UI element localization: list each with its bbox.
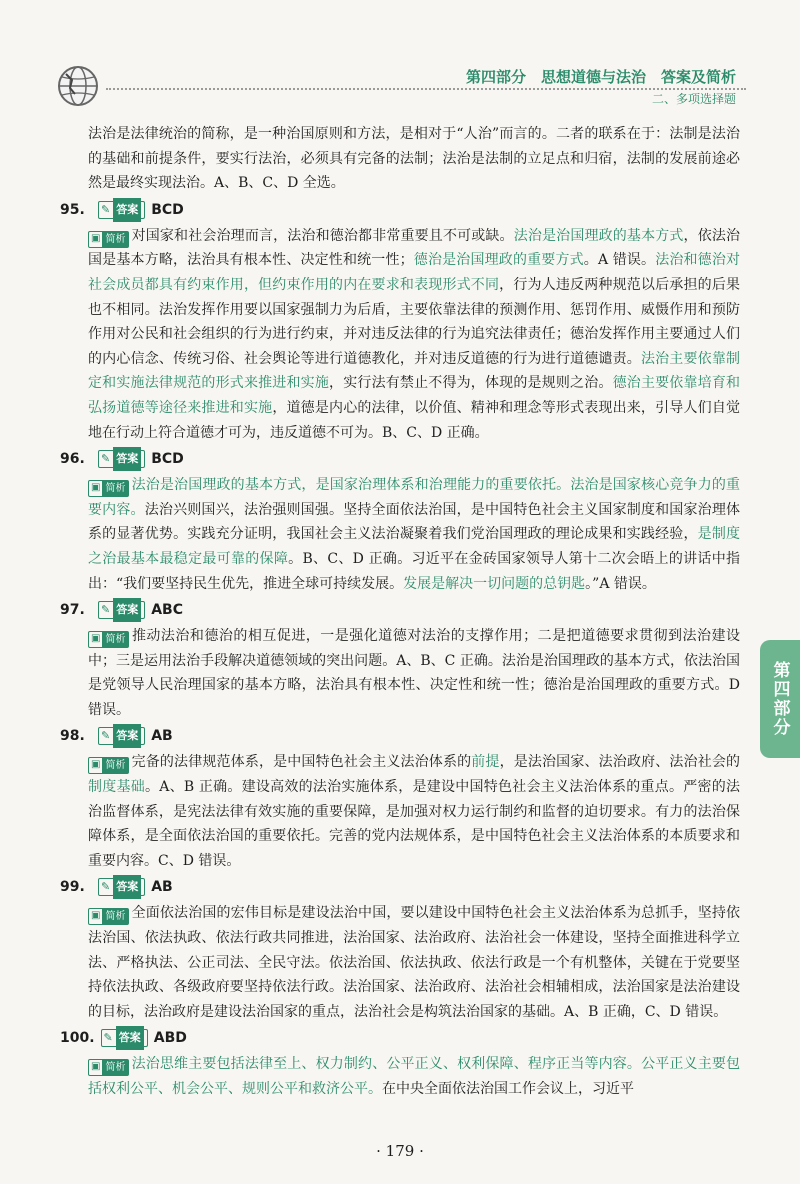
explain-icon: ▣ <box>91 759 101 771</box>
pencil-icon: ✎ <box>101 452 111 466</box>
body-text: 全面依法治国的宏伟目标是建设法治中国，要以建设中国特色社会主义法治体系为总抓手，坚持依法治国、依法执政、依法行政共同推进，法治国家、法治政府、法治社会一体建设，坚持全面推进科学立法、严格执法、公正司法、全民守法。依法治国、依法执政、依法行政是一个有机整体，关键在于党要坚持依法执政、各级政府要坚持依法行政。法治国家、法治政府、法治社会相辅相成，法治国家是法治建设的目标，法治政府是建设法治国家的重点，法治社会是构筑法治国家的基础。A、B 正确，C、D 错误。 <box>88 905 740 1020</box>
answer-badge: ✎ 答案 <box>98 878 145 896</box>
pencil-icon: ✎ <box>101 603 111 617</box>
pencil-icon: ✎ <box>101 729 111 743</box>
explanation-paragraph <box>88 901 740 1024</box>
body-text: 推动法治和德治的相互促进，一是强化道德对法治的支撑作用；二是把道德要求贯彻到法治建设中；三是运用法治手段解决道德领域的突出问题。A、B、C 正确。法治是治国理政的基本方式，依法治国是党领导人民治理国家的基本方略，法治具有根本性、决定性和统一性；德治是治国理政的重要方式。D 错误。 <box>88 628 740 718</box>
body-text: 。A 错误。 <box>583 252 656 269</box>
highlight-text: 法治是治国理政的基本方式 <box>513 227 684 244</box>
page-number: · 179 · <box>376 1142 424 1160</box>
pencil-icon: ✎ <box>103 1031 113 1045</box>
explanation-paragraph <box>88 750 740 873</box>
explanation-badge: ▣ 简析 <box>88 231 129 248</box>
highlight-text: 法治是治国理政的基本方式，是国家治理体系和治理能力的重要依托。法治是国家核心竞争力的重要内容。 <box>88 477 740 518</box>
section-side-tab[interactable]: 第四部分 <box>760 640 800 758</box>
explain-icon: ▣ <box>91 482 101 494</box>
highlight-text: 法治和德治对社会成员都具有约束作用，但约束作用的内在要求和表现形式不同 <box>88 252 741 293</box>
body-text: 。”A 错误。 <box>585 575 656 592</box>
explanation-paragraph <box>88 224 740 445</box>
pencil-icon: ✎ <box>101 202 111 216</box>
explanation-paragraph <box>88 1052 740 1101</box>
globe-icon <box>56 64 100 108</box>
explain-icon: ▣ <box>91 232 101 244</box>
answer-value: AB <box>151 879 173 896</box>
question-number: 99. <box>60 879 85 896</box>
body-text: 法治兴则国兴，法治强则国强。坚持全面依法治国，是中国特色社会主义国家制度和国家治理体系的显著优势。实践充分证明，我国社会主义法治凝聚着我们党治国理政的理论成果和实践经验， <box>88 501 741 543</box>
header-title: 第四部分 思想道德与法治 答案及简析 <box>465 68 736 86</box>
body-text: 。A、B 正确。建设高效的法治实施体系，是建设中国特色社会主义法治体系的重点。严密的法治监督体系，是宪法法律有效实施的重要保障，是加强对权力运行制约和监督的迫切要求。有力的法治保障体系，是全面依法治国的重要依托。完善的党内法规体系，是中国特色社会主义法治体系的本质要求和重要内容。C、D 错误。 <box>88 779 740 869</box>
question-answer-line <box>60 1026 740 1050</box>
answer-badge: ✎ 答案 <box>101 1029 148 1047</box>
explanation-badge: ▣ 简析 <box>88 631 129 648</box>
pencil-icon: ✎ <box>101 880 111 894</box>
body-text: ，实行法有禁止不得为，体现的是规则之治。 <box>329 375 613 392</box>
body-text: ，行为人违反两种规范以后承担的后果也不相同。法治发挥作用要以国家强制力为后盾，主要依靠法律的预测作用、惩罚作用、威慑作用和预防作用对公民和社会组织的行为进行约束，并对违反法律的行为追究法律责任；德治发挥作用主要通过人们的内心信念、传统习俗、社会舆论等进行道德教化，并对违反道德的行为进行道德谴责。 <box>88 276 741 367</box>
header-subtitle: 二、多项选择题 <box>651 92 736 106</box>
body-text: 在中央全面依法治国工作会议上，习近平 <box>382 1081 634 1097</box>
highlight-text: 发展是解决一切问题的总钥匙 <box>403 575 586 592</box>
explanation-paragraph <box>88 473 740 596</box>
explain-icon: ▣ <box>91 633 101 645</box>
highlight-text: 德治是治国理政的重要方式 <box>413 252 584 269</box>
intro-paragraph: 法治是法律统治的简称，是一种治国原则和方法，是相对于“人治”而言的。二者的联系在于：法制是法治的基础和前提条件，要实行法治，必须具有完备的法制；法治是法制的立足点和归宿，法制的发展前途必然是最终实现法治。A、B、C、D 全选。 <box>88 126 740 192</box>
answer-value: BCD <box>151 451 184 468</box>
highlight-text: 法治主要依靠制定和实施法律规范的形式来推进和实施 <box>88 350 741 392</box>
question-answer-line <box>60 198 740 222</box>
answer-content <box>60 122 741 1102</box>
answer-badge: ✎ 答案 <box>98 450 145 468</box>
explanation-badge: ▣ 简析 <box>88 757 129 774</box>
body-text: ，道德是内心的法律，以价值、精神和理念等形式表现出来，引导人们自觉地在行动上符合道德才可为，违反道德不可为。B、C、D 正确。 <box>88 399 740 441</box>
question-number: 100. <box>60 1030 95 1047</box>
page-header <box>56 56 746 116</box>
highlight-text: 制度基础 <box>88 779 145 796</box>
body-text: 对国家和社会治理而言，法治和德治都非常重要且不可或缺。 <box>131 227 514 244</box>
explanation-badge: ▣ 简析 <box>88 1059 129 1076</box>
explanation-paragraph <box>88 624 740 722</box>
body-text: ，是法治国家、法治政府、法治社会的 <box>499 754 741 771</box>
question-number: 98. <box>60 728 85 745</box>
body-text: 。B、C、D 正确。习近平在金砖国家领导人第十二次会晤上的讲话中指出：“我们要坚持民生优先，推进全球可持续发展。 <box>88 550 741 592</box>
body-text: ，依法治国是基本方略，法治具有根本性、决定性和统一性； <box>88 227 741 269</box>
highlight-text: 前提 <box>471 754 500 771</box>
question-answer-line <box>60 598 740 622</box>
answer-badge: ✎ 答案 <box>98 601 145 619</box>
explanation-badge: ▣ 简析 <box>88 480 129 497</box>
answer-value: ABD <box>153 1030 187 1047</box>
question-number: 97. <box>60 602 85 619</box>
highlight-text: 德治主要依靠培育和弘扬道德等途径来推进和实施 <box>88 375 741 416</box>
body-text: 完备的法律规范体系，是中国特色社会主义法治体系的 <box>131 754 472 771</box>
header-dotted-line <box>106 88 746 91</box>
highlight-text: 法治思维主要包括法律至上、权力制约、公平正义、权利保障、程序正当等内容。公平正义主要包括权利公平、机会公平、规则公平和救济公平。 <box>88 1056 740 1097</box>
answer-badge: ✎ 答案 <box>98 201 145 219</box>
question-number: 95. <box>60 201 85 218</box>
answer-value: AB <box>151 728 173 745</box>
explain-icon: ▣ <box>91 1061 101 1073</box>
answer-value: BCD <box>151 201 184 218</box>
question-answer-line <box>60 447 740 471</box>
question-number: 96. <box>60 451 85 468</box>
answer-value: ABC <box>151 602 183 619</box>
answer-badge: ✎ 答案 <box>98 727 145 745</box>
question-answer-line <box>60 875 740 899</box>
explanation-badge: ▣ 简析 <box>88 908 129 925</box>
question-answer-line <box>60 724 740 748</box>
highlight-text: 是制度之治最基本最稳定最可靠的保障 <box>88 526 741 567</box>
explain-icon: ▣ <box>91 910 101 922</box>
